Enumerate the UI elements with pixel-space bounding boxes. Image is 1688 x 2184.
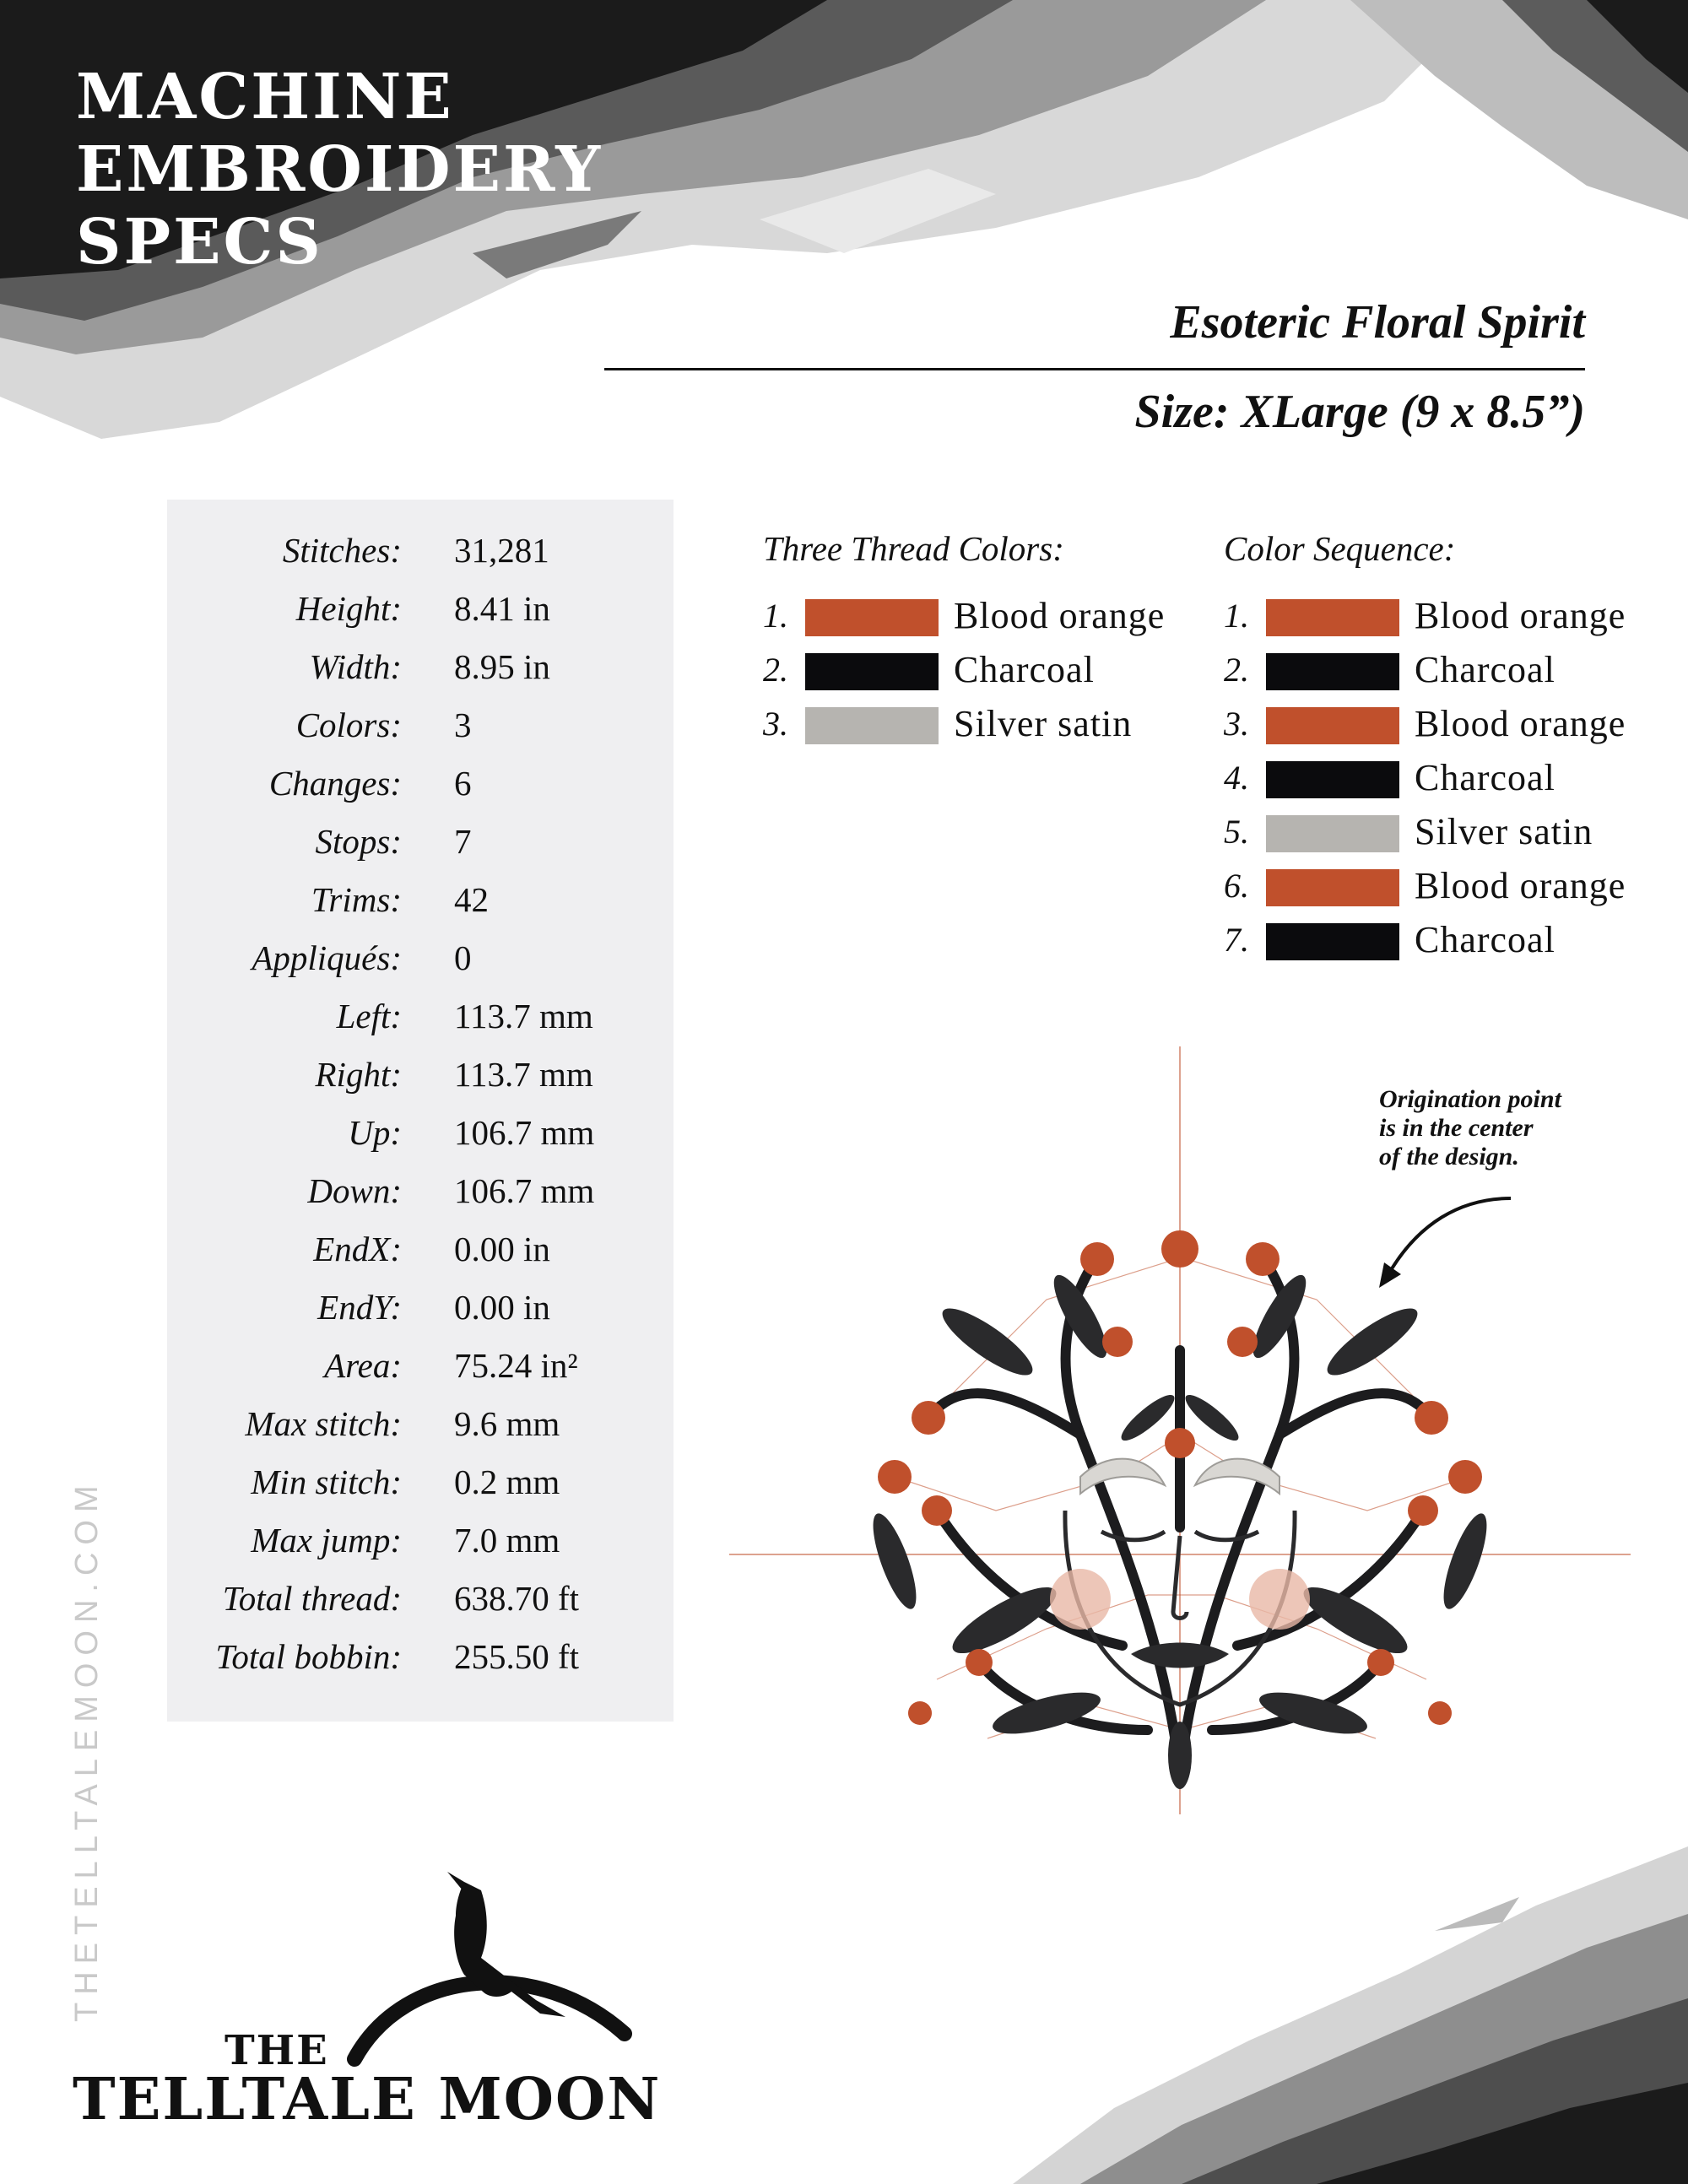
sequence-name: Blood orange xyxy=(1415,595,1626,636)
thread-name: Silver satin xyxy=(954,703,1133,744)
title-divider xyxy=(604,368,1585,370)
spec-value: 0.00 in xyxy=(454,1230,550,1268)
sequence-number: 5. xyxy=(1224,813,1249,851)
sequence-number: 2. xyxy=(1224,651,1249,689)
sequence-number: 3. xyxy=(1224,705,1249,743)
spec-row xyxy=(167,1636,674,1695)
spec-label: Max stitch: xyxy=(245,1404,402,1443)
spec-value: 7.0 mm xyxy=(454,1521,560,1560)
spec-row xyxy=(167,1578,674,1636)
spec-value: 8.95 in xyxy=(454,647,550,686)
color-swatch xyxy=(1266,869,1399,906)
spec-value: 8.41 in xyxy=(454,589,550,628)
spec-value: 638.70 ft xyxy=(454,1579,580,1618)
website-vertical-text: THETELLTALEMOON.COM xyxy=(69,1478,105,2022)
spec-row xyxy=(167,1403,674,1462)
spec-row xyxy=(167,530,674,588)
thread-name: Charcoal xyxy=(954,649,1095,690)
spec-value: 113.7 mm xyxy=(454,1055,593,1094)
spec-label: Left: xyxy=(336,997,402,1035)
spec-label: Changes: xyxy=(268,764,402,803)
spec-value: 7 xyxy=(454,822,472,861)
sequence-name: Blood orange xyxy=(1415,865,1626,906)
color-swatch xyxy=(1266,923,1399,960)
thread-colors-title: Three Thread Colors: xyxy=(763,529,1064,568)
spec-label: Stops: xyxy=(315,822,402,861)
thread-number: 1. xyxy=(763,597,788,635)
spec-row xyxy=(167,938,674,996)
spec-label: EndX: xyxy=(313,1230,402,1268)
crow-moon-logo-icon xyxy=(338,1865,658,2068)
spec-label: Height: xyxy=(295,589,402,628)
spec-row xyxy=(167,588,674,646)
spec-row xyxy=(167,1229,674,1287)
heading-line-1: MACHINE xyxy=(76,61,454,133)
spec-row xyxy=(167,1520,674,1578)
spec-label: Down: xyxy=(307,1171,402,1210)
thread-number: 3. xyxy=(763,705,788,743)
sequence-name: Charcoal xyxy=(1415,757,1555,798)
spec-row xyxy=(167,1170,674,1229)
spec-value: 113.7 mm xyxy=(454,997,593,1035)
spec-label: Total thread: xyxy=(222,1579,402,1618)
spec-value: 0 xyxy=(454,938,472,977)
note-line-3: of the design. xyxy=(1379,1143,1519,1170)
heading-line-3: SPECS xyxy=(76,206,323,278)
design-name: Esoteric Floral Spirit xyxy=(1170,296,1585,349)
color-swatch xyxy=(1266,653,1399,690)
embroidery-design-illustration xyxy=(726,1038,1637,1823)
spec-label: Right: xyxy=(315,1055,402,1094)
spec-row xyxy=(167,1054,674,1112)
spec-label: Width: xyxy=(309,647,402,686)
spec-value: 31,281 xyxy=(454,531,549,570)
spec-label: Total bobbin: xyxy=(215,1637,402,1676)
spec-row xyxy=(167,879,674,938)
spec-row xyxy=(167,1112,674,1170)
color-swatch xyxy=(1266,761,1399,798)
sequence-number: 7. xyxy=(1224,921,1249,959)
thread-number: 2. xyxy=(763,651,788,689)
spec-value: 0.2 mm xyxy=(454,1462,560,1501)
spec-value: 75.24 in² xyxy=(454,1346,578,1385)
spec-label: Stitches: xyxy=(282,531,402,570)
spec-value: 106.7 mm xyxy=(454,1113,595,1152)
sequence-number: 1. xyxy=(1224,597,1249,635)
spec-value: 9.6 mm xyxy=(454,1404,560,1443)
page-heading xyxy=(76,61,603,278)
spec-value: 106.7 mm xyxy=(454,1171,595,1210)
spec-row xyxy=(167,646,674,705)
spec-row xyxy=(167,1345,674,1403)
sequence-name: Charcoal xyxy=(1415,649,1555,690)
heading-line-2: EMBROIDERY xyxy=(76,133,603,206)
color-swatch xyxy=(805,707,939,744)
sequence-name: Silver satin xyxy=(1415,811,1593,852)
spec-value: 255.50 ft xyxy=(454,1637,580,1676)
spec-value: 3 xyxy=(454,705,472,744)
color-swatch xyxy=(805,599,939,636)
spec-row xyxy=(167,821,674,879)
spec-label: Up: xyxy=(348,1113,402,1152)
color-sequence-title: Color Sequence: xyxy=(1224,529,1456,568)
color-swatch xyxy=(1266,707,1399,744)
spec-value: 42 xyxy=(454,880,489,919)
sequence-number: 4. xyxy=(1224,759,1249,797)
spec-label: Trims: xyxy=(311,880,402,919)
spec-label: EndY: xyxy=(317,1288,402,1327)
color-swatch xyxy=(1266,815,1399,852)
note-line-1: Origination point xyxy=(1379,1085,1561,1113)
spec-label: Appliqués: xyxy=(252,938,402,977)
sequence-name: Charcoal xyxy=(1415,919,1555,960)
spec-row xyxy=(167,1287,674,1345)
sequence-name: Blood orange xyxy=(1415,703,1626,744)
spec-value: 6 xyxy=(454,764,472,803)
color-swatch xyxy=(1266,599,1399,636)
color-swatch xyxy=(805,653,939,690)
spec-value: 0.00 in xyxy=(454,1288,550,1327)
logo-text-the: THE xyxy=(225,2027,329,2074)
spec-label: Min stitch: xyxy=(251,1462,402,1501)
note-line-2: is in the center xyxy=(1379,1114,1534,1142)
spec-label: Max jump: xyxy=(251,1521,402,1560)
spec-row xyxy=(167,763,674,821)
spec-row xyxy=(167,1462,674,1520)
specs-panel xyxy=(167,500,674,1722)
spec-label: Area: xyxy=(324,1346,402,1385)
spec-row xyxy=(167,705,674,763)
spec-row xyxy=(167,996,674,1054)
sequence-number: 6. xyxy=(1224,867,1249,905)
logo-text-main: TELLTALE MOON xyxy=(73,2066,662,2133)
spec-label: Colors: xyxy=(295,705,402,744)
thread-name: Blood orange xyxy=(954,595,1166,636)
design-size: Size: XLarge (9 x 8.5”) xyxy=(1134,386,1585,438)
